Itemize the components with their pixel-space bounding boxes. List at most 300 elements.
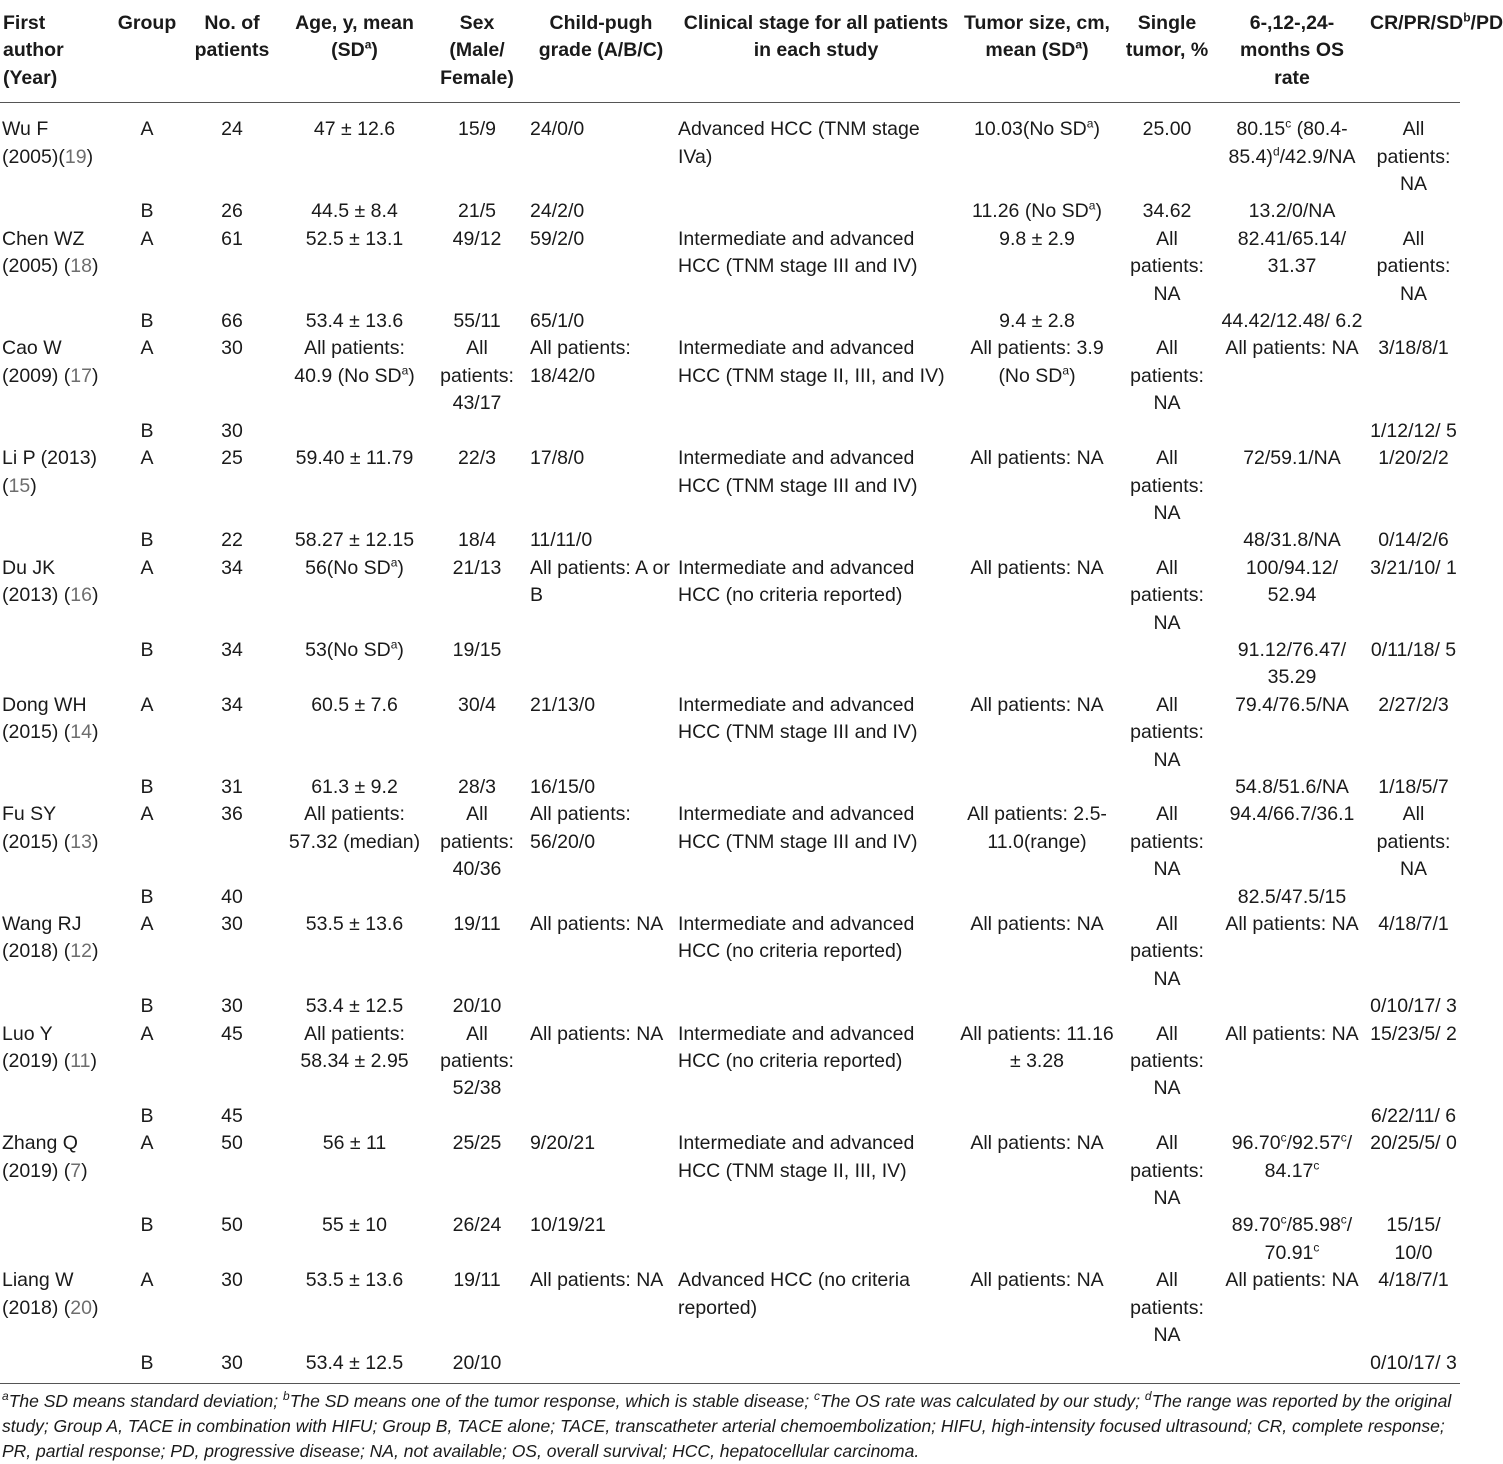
author-text: )	[81, 1159, 88, 1182]
cell-group: B	[140, 638, 154, 661]
size-text: All patients: NA	[970, 913, 1104, 935]
table-row	[0, 1130, 1460, 1212]
cell-os-rate	[1217, 555, 1367, 637]
author-text: Chen WZ (2005) (	[2, 227, 85, 278]
age-text: 53.4 ± 12.5	[305, 995, 404, 1018]
cell-tumor-size	[957, 801, 1117, 883]
cell-child-pugh: All patients: NA	[530, 1269, 664, 1292]
cell-group: A	[140, 118, 154, 141]
cell-os-rate	[1217, 1350, 1367, 1377]
cell-response: 0/10/17/ 3	[1370, 1351, 1457, 1374]
age-text: 44.5 ± 8.4	[311, 200, 398, 223]
cell-single-tumor	[1117, 1103, 1217, 1130]
footnote-marker: a	[1088, 198, 1096, 213]
cell-sex: 15/9	[458, 118, 496, 141]
cell-patients: 40	[221, 885, 243, 908]
footnote-marker: c	[1280, 1130, 1287, 1145]
cell-child-pugh: 59/2/0	[530, 227, 585, 250]
cell-single-tumor	[1117, 993, 1217, 1020]
cell-child-pugh: 24/0/0	[530, 118, 585, 141]
age-text: 53.4 ± 13.6	[305, 310, 404, 333]
os-text: All patients: NA	[1225, 913, 1359, 935]
cell-group: A	[140, 1269, 154, 1292]
column-header	[1217, 0, 1367, 103]
column-header-text: Group	[117, 12, 177, 34]
os-text: / 84.17	[1264, 1132, 1353, 1182]
age-text: 58.27 ± 12.15	[294, 529, 415, 552]
cell-single-tumor: All patients: NA	[1130, 556, 1204, 634]
cell-group: B	[140, 1351, 154, 1374]
cell-child-pugh: 17/8/0	[530, 447, 585, 470]
column-header-text: )	[1082, 39, 1089, 62]
cell-clinical-stage: Intermediate and advanced HCC (TNM stage III and IV)	[678, 447, 918, 497]
cell-author	[0, 418, 112, 445]
cell-group: A	[140, 803, 154, 826]
cell-child-pugh: 65/1/0	[530, 310, 585, 333]
column-header	[0, 0, 112, 103]
cell-clinical-stage: Intermediate and advanced HCC (TNM stage II, III, and IV)	[678, 337, 945, 387]
author-text: )	[91, 255, 99, 278]
cell-patients: 30	[221, 913, 243, 935]
reference-link: 7	[70, 1159, 82, 1182]
cell-age	[282, 1267, 427, 1349]
cell-tumor-size	[957, 1021, 1117, 1103]
cell-group: B	[140, 310, 154, 333]
cell-single-tumor: All patients: NA	[1130, 447, 1204, 524]
footnote-marker: c	[1340, 1130, 1347, 1145]
cell-author	[0, 1103, 112, 1130]
age-text: 55 ± 10	[322, 1214, 387, 1237]
cell-os-rate	[1217, 527, 1367, 554]
age-text: All patients: 57.32 (median)	[288, 803, 421, 853]
cell-age	[282, 555, 427, 637]
os-text: /92.57	[1286, 1132, 1341, 1155]
age-text: All patients: 40.9 (No SD	[294, 337, 405, 387]
os-text: 94.4/66.7/36.1	[1229, 803, 1355, 826]
cell-patients: 34	[221, 638, 243, 661]
cell-single-tumor	[1117, 774, 1217, 801]
size-text: 10.03(No SD	[974, 118, 1087, 141]
cell-group: B	[140, 1104, 154, 1127]
table-row	[0, 774, 1460, 801]
cell-author	[0, 527, 112, 554]
table-row	[0, 884, 1460, 911]
footnote-marker: a	[401, 363, 409, 378]
cell-clinical-stage: Advanced HCC (no criteria reported)	[678, 1269, 910, 1319]
cell-single-tumor: All patients: NA	[1130, 337, 1204, 415]
column-header	[427, 0, 527, 103]
cell-author	[0, 774, 112, 801]
reference-link: 14	[70, 721, 92, 744]
column-header	[957, 0, 1117, 103]
footnote-text: The SD means one of the tumor response, which is stable disease;	[289, 1390, 815, 1411]
cell-tumor-size	[957, 335, 1117, 417]
cell-single-tumor	[1117, 884, 1217, 911]
age-text: 56 ± 11	[322, 1132, 387, 1155]
cell-patients: 31	[221, 775, 243, 798]
author-text: Wu F (2005)(	[2, 118, 65, 168]
reference-link: 20	[70, 1296, 92, 1319]
os-text: /42.9/NA	[1279, 145, 1356, 168]
size-text: All patients: 11.16 ± 3.28	[960, 1022, 1114, 1073]
cell-single-tumor	[1117, 308, 1217, 335]
column-header	[112, 0, 182, 103]
column-header	[1367, 0, 1503, 103]
cell-sex: 21/5	[458, 200, 496, 223]
footnote-marker: c	[1285, 116, 1292, 131]
cell-sex: 20/10	[452, 1351, 502, 1374]
cell-patients: 66	[221, 310, 243, 333]
cell-author	[0, 445, 112, 527]
cell-os-rate	[1217, 884, 1367, 911]
cell-response: 20/25/5/ 0	[1370, 1132, 1457, 1155]
cell-sex: 19/11	[453, 1269, 501, 1292]
cell-patients: 50	[221, 1214, 243, 1237]
cell-sex	[427, 884, 527, 911]
cell-single-tumor	[1117, 1350, 1217, 1377]
cell-patients: 30	[221, 995, 243, 1018]
column-header-text: 6-,12-,24-months OS rate	[1239, 12, 1344, 89]
cell-patients: 22	[221, 529, 243, 552]
size-text: 11.26 (No SD	[972, 200, 1089, 223]
cell-age	[282, 1212, 427, 1267]
cell-response: All patients: NA	[1376, 803, 1451, 881]
author-text: )	[90, 1050, 98, 1073]
cell-sex: 22/3	[458, 447, 496, 470]
cell-patients: 30	[221, 419, 243, 442]
table-footnote	[0, 1383, 1460, 1464]
cell-age	[282, 993, 427, 1020]
cell-clinical-stage	[675, 527, 957, 554]
cell-os-rate	[1217, 692, 1367, 774]
cell-response: 0/14/2/6	[1378, 529, 1449, 552]
cell-group: B	[140, 775, 154, 798]
cell-tumor-size	[957, 103, 1117, 199]
cell-child-pugh: All patients: 18/42/0	[530, 337, 631, 387]
table-row	[0, 226, 1460, 308]
os-text: (80.4-85.4)	[1228, 118, 1348, 168]
cell-tumor-size	[957, 774, 1117, 801]
cell-sex: 30/4	[458, 693, 496, 716]
table-row	[0, 1021, 1460, 1103]
cell-os-rate	[1217, 801, 1367, 883]
size-text: All patients: 3.9 (No SD	[970, 337, 1104, 387]
cell-single-tumor: All patients: NA	[1130, 1022, 1204, 1100]
cell-child-pugh	[527, 993, 675, 1020]
author-text: )	[91, 721, 99, 744]
cell-group: A	[140, 693, 154, 716]
footnote-marker: a	[1062, 363, 1070, 378]
age-text: 61.3 ± 9.2	[311, 775, 398, 798]
cell-child-pugh: All patients: NA	[530, 1022, 664, 1045]
cell-patients: 34	[221, 693, 243, 716]
footnote-marker: a	[390, 555, 398, 570]
table-row	[0, 1350, 1460, 1377]
table-row	[0, 308, 1460, 335]
cell-response: 3/21/10/ 1	[1370, 556, 1457, 579]
table-row	[0, 1267, 1460, 1349]
age-text: 53.5 ± 13.6	[305, 913, 404, 935]
table-row	[0, 1212, 1460, 1267]
cell-clinical-stage	[675, 308, 957, 335]
footnote-marker: a	[390, 637, 398, 652]
age-text: )	[408, 364, 415, 387]
cell-response	[1367, 308, 1460, 335]
os-text: All patients: NA	[1225, 337, 1359, 360]
author-text: Luo Y (2019) (	[2, 1022, 71, 1073]
cell-age	[282, 103, 427, 199]
cell-group: A	[140, 1132, 154, 1155]
cell-os-rate	[1217, 418, 1367, 445]
cell-os-rate	[1217, 308, 1367, 335]
table-row	[0, 637, 1460, 692]
cell-tumor-size	[957, 692, 1117, 774]
cell-author	[0, 692, 112, 774]
age-text: 60.5 ± 7.6	[311, 693, 398, 716]
cell-tumor-size	[957, 1103, 1117, 1130]
footnote-text: The SD means standard deviation;	[8, 1390, 284, 1411]
cell-clinical-stage: Advanced HCC (TNM stage IVa)	[678, 118, 920, 168]
cell-os-rate	[1217, 637, 1367, 692]
cell-sex: 21/13	[452, 556, 502, 579]
cell-sex: All patients: 52/38	[440, 1022, 514, 1100]
cell-clinical-stage	[675, 1350, 957, 1377]
cell-child-pugh: All patients: 56/20/0	[530, 803, 631, 853]
cell-sex: All patients: 40/36	[440, 803, 514, 881]
cell-age	[282, 1021, 427, 1103]
cell-sex: 49/12	[452, 227, 502, 250]
column-header-text: CR/PR/SD	[1370, 12, 1464, 34]
cell-tumor-size	[957, 1212, 1117, 1267]
cell-response: 3/18/8/1	[1378, 337, 1449, 360]
cell-os-rate	[1217, 445, 1367, 527]
cell-single-tumor: 25.00	[1142, 118, 1192, 141]
cell-age	[282, 1103, 427, 1130]
author-text: )	[91, 940, 99, 963]
size-text: All patients: 2.5-11.0(range)	[967, 803, 1107, 853]
cell-tumor-size	[957, 911, 1117, 993]
author-text: Zhang Q (2019) (	[2, 1132, 78, 1182]
table-row	[0, 911, 1460, 993]
cell-child-pugh: 16/15/0	[530, 775, 596, 798]
column-header-text: Age, y, mean (SD	[295, 12, 414, 62]
cell-sex: 18/4	[458, 529, 496, 552]
cell-response	[1367, 198, 1460, 225]
cell-clinical-stage: Intermediate and advanced HCC (no criteria reported)	[678, 913, 915, 963]
column-header	[1117, 0, 1217, 103]
os-text: 72/59.1/NA	[1243, 447, 1341, 470]
cell-group: B	[140, 995, 154, 1018]
cell-os-rate	[1217, 774, 1367, 801]
cell-clinical-stage	[675, 637, 957, 692]
cell-os-rate	[1217, 1130, 1367, 1212]
cell-os-rate	[1217, 911, 1367, 993]
cell-single-tumor: All patients: NA	[1130, 1269, 1204, 1347]
cell-author	[0, 1021, 112, 1103]
footnote-marker: d	[1144, 1389, 1152, 1404]
cell-single-tumor	[1117, 637, 1217, 692]
size-text: )	[1093, 118, 1100, 141]
author-text: )	[91, 584, 99, 607]
cell-single-tumor: All patients: NA	[1130, 1132, 1204, 1210]
cell-response: 15/23/5/ 2	[1370, 1022, 1457, 1045]
cell-single-tumor: All patients: NA	[1130, 227, 1204, 305]
cell-clinical-stage: Intermediate and advanced HCC (TNM stage III and IV)	[678, 803, 918, 853]
footnote-marker: b	[1463, 10, 1471, 25]
column-header	[182, 0, 282, 103]
cell-child-pugh: All patients: NA	[530, 913, 664, 935]
table-row	[0, 198, 1460, 225]
author-text: )	[91, 364, 99, 387]
author-text: Liang W (2018) (	[2, 1269, 74, 1319]
column-header	[527, 0, 675, 103]
cell-child-pugh: 24/2/0	[530, 200, 585, 223]
reference-link: 12	[70, 940, 92, 963]
cell-clinical-stage	[675, 418, 957, 445]
cell-patients: 30	[221, 1269, 243, 1292]
size-text: )	[1095, 200, 1102, 223]
cell-child-pugh: 11/11/0	[530, 529, 593, 552]
cell-os-rate	[1217, 1103, 1367, 1130]
cell-age	[282, 692, 427, 774]
cell-patients: 45	[221, 1022, 243, 1045]
column-header-text: /PD	[1470, 12, 1503, 34]
cell-patients: 24	[221, 118, 243, 141]
cell-clinical-stage	[675, 1212, 957, 1267]
os-text: 82.41/65.14/ 31.37	[1237, 227, 1347, 278]
author-text: )	[30, 474, 37, 497]
cell-response: 6/22/11/ 6	[1370, 1104, 1457, 1127]
footnote-marker: a	[1086, 116, 1094, 131]
cell-response: All patients: NA	[1376, 118, 1451, 196]
cell-response: 0/11/18/ 5	[1370, 638, 1457, 661]
cell-tumor-size	[957, 445, 1117, 527]
author-text: )	[91, 1296, 99, 1319]
cell-sex: All patients: 43/17	[440, 337, 514, 415]
os-text: 48/31.8/NA	[1243, 529, 1341, 552]
cell-group: A	[140, 913, 154, 935]
cell-tumor-size	[957, 637, 1117, 692]
cell-tumor-size	[957, 993, 1117, 1020]
cell-group: A	[140, 227, 154, 250]
cell-os-rate	[1217, 335, 1367, 417]
column-header-text: Child-pugh grade (A/B/C)	[538, 12, 664, 62]
size-text: All patients: NA	[970, 1132, 1104, 1155]
age-text: 52.5 ± 13.1	[305, 227, 404, 250]
cell-child-pugh	[527, 1350, 675, 1377]
reference-link: 15	[8, 474, 31, 497]
cell-author	[0, 1130, 112, 1212]
cell-child-pugh: All patients: A or B	[530, 556, 670, 607]
cell-single-tumor: All patients: NA	[1130, 913, 1204, 990]
column-header-text: )	[371, 39, 378, 62]
table-row	[0, 801, 1460, 883]
footnote-marker: b	[283, 1389, 290, 1404]
cell-patients: 30	[221, 337, 243, 360]
cell-clinical-stage: Intermediate and advanced HCC (no criteria reported)	[678, 556, 915, 607]
cell-patients: 26	[221, 200, 243, 223]
cell-group: A	[140, 556, 154, 579]
cell-sex: 55/11	[453, 310, 501, 333]
cell-single-tumor	[1117, 418, 1217, 445]
cell-response	[1367, 884, 1460, 911]
footnote-text: The range was reported by the original study; Group A, TACE in combination with HIFU; Group B, TACE alone; TACE, transcatheter arterial chemoembolization; HIFU, high-intensity focused ultrasound; CR, complete response; PR, partial response; PD, progressive disease; NA, not available; OS, overall survival; HCC, hepatocellular carcinoma.	[2, 1390, 1452, 1461]
size-text: All patients: NA	[970, 556, 1104, 579]
cell-response: 4/18/7/1	[1378, 1269, 1449, 1292]
cell-group: B	[140, 529, 154, 552]
table-row	[0, 335, 1460, 417]
cell-age	[282, 801, 427, 883]
reference-link: 16	[70, 584, 92, 607]
cell-clinical-stage	[675, 993, 957, 1020]
cell-age	[282, 198, 427, 225]
os-text: /85.98	[1286, 1214, 1341, 1237]
os-text: 96.70	[1231, 1132, 1281, 1155]
cell-clinical-stage	[675, 198, 957, 225]
cell-tumor-size	[957, 1350, 1117, 1377]
cell-group: A	[140, 447, 154, 470]
table-row	[0, 692, 1460, 774]
cell-patients: 50	[221, 1132, 243, 1155]
cell-child-pugh	[527, 884, 675, 911]
cell-author	[0, 1350, 112, 1377]
reference-link: 13	[70, 830, 92, 853]
cell-tumor-size	[957, 884, 1117, 911]
reference-link: 11	[70, 1050, 91, 1073]
column-header-text: First author (Year)	[3, 12, 64, 89]
cell-child-pugh	[527, 418, 675, 445]
column-header-text: No. of patients	[194, 12, 270, 62]
cell-age	[282, 445, 427, 527]
cell-tumor-size	[957, 308, 1117, 335]
column-header-text: Clinical stage for all patients in each study	[683, 12, 949, 62]
size-text: All patients: NA	[970, 1269, 1104, 1292]
cell-age	[282, 527, 427, 554]
cell-child-pugh: 21/13/0	[530, 693, 596, 716]
column-header-text: Sex (Male/ Female)	[440, 12, 514, 89]
cell-author	[0, 226, 112, 308]
os-text: 100/94.12/ 52.94	[1245, 556, 1339, 607]
cell-response: 1/12/12/ 5	[1370, 419, 1457, 442]
column-header-text: Single tumor, %	[1125, 12, 1209, 62]
cell-age	[282, 308, 427, 335]
cell-age	[282, 911, 427, 993]
os-text: 80.15	[1236, 118, 1286, 141]
cell-os-rate	[1217, 993, 1367, 1020]
cell-patients: 36	[221, 803, 243, 826]
cell-group: A	[140, 337, 154, 360]
cell-os-rate	[1217, 198, 1367, 225]
reference-link: 17	[70, 364, 92, 387]
footnote-marker: c	[1340, 1212, 1347, 1227]
cell-group: A	[140, 1022, 154, 1045]
cell-patients: 45	[221, 1104, 243, 1127]
cell-author	[0, 993, 112, 1020]
size-text: )	[1069, 364, 1076, 387]
cell-os-rate	[1217, 1212, 1367, 1267]
table-row	[0, 103, 1460, 199]
cell-response: 1/20/2/2	[1378, 447, 1449, 470]
cell-clinical-stage	[675, 884, 957, 911]
column-header-text: Tumor size, cm, mean (SD	[964, 12, 1110, 62]
cell-group: B	[140, 419, 154, 442]
os-text: 54.8/51.6/NA	[1235, 775, 1349, 798]
table-row	[0, 993, 1460, 1020]
cell-author	[0, 335, 112, 417]
cell-tumor-size	[957, 527, 1117, 554]
footnote-marker: d	[1272, 144, 1280, 159]
footnote-marker: c	[1313, 1158, 1320, 1173]
